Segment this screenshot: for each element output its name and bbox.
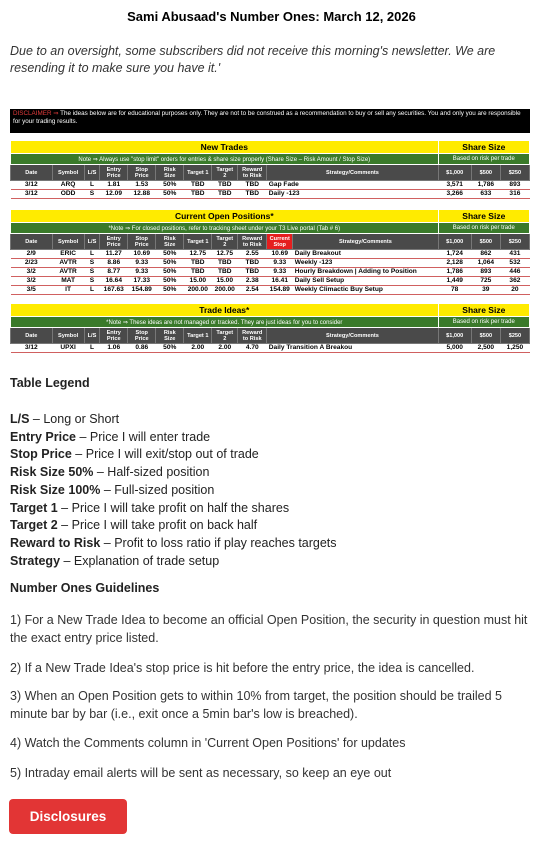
- cell: Weekly -123: [293, 259, 438, 268]
- cell: 154.89: [267, 286, 293, 295]
- cell: 2.54: [238, 286, 267, 295]
- trade-ideas-note: *Note ⇒ These ideas are not managed or tracked. They are just ideas for you to consider: [11, 317, 439, 328]
- col-header: Entry Price: [100, 328, 128, 344]
- guideline-item: 3) When an Open Position gets to within 10% from target, the position should be trailed 5 minute bar by bar (i.e., exit once a 5min bar's low is breached).: [10, 689, 502, 721]
- cell: L: [84, 181, 100, 190]
- col-header: Target 1: [184, 328, 212, 344]
- legend-desc: – Long or Short: [29, 412, 120, 426]
- table-row: [11, 181, 530, 190]
- cell: 2/23: [11, 259, 53, 268]
- cell: Daily Breakout: [293, 250, 438, 259]
- col-header: Stop Price: [128, 165, 156, 181]
- col-header: Symbol: [52, 234, 84, 250]
- cell: 78: [438, 286, 471, 295]
- cell: Weekly Climactic Buy Setup: [293, 286, 438, 295]
- share-size-header: Share Size: [438, 210, 529, 223]
- new-trades-note: Note ⇒ Always use "stop limit" orders for entries & share size properly (Share Size – Risk Amount / Stop Size): [11, 154, 439, 165]
- cell: 50%: [156, 181, 184, 190]
- cell: S: [84, 259, 100, 268]
- col-header: Date: [11, 234, 53, 250]
- table-row: [11, 259, 530, 268]
- cell: TBD: [212, 259, 238, 268]
- col-header: L/S: [84, 234, 100, 250]
- cell: S: [84, 190, 100, 199]
- share-size-header: Share Size: [438, 141, 529, 154]
- cell: S: [84, 277, 100, 286]
- cell: TBD: [238, 181, 267, 190]
- legend-desc: – Price I will enter trade: [76, 429, 211, 444]
- cell: 1,064: [471, 259, 500, 268]
- col-header: Symbol: [52, 328, 84, 344]
- col-header: Date: [11, 165, 53, 181]
- open-positions-header: Current Open Positions*: [11, 210, 439, 223]
- cell: 50%: [156, 250, 184, 259]
- cell: 2,128: [438, 259, 471, 268]
- cell: ERIC: [52, 250, 84, 259]
- new-trades-header: New Trades: [11, 141, 439, 154]
- cell: TBD: [184, 268, 212, 277]
- col-header: Stop Price: [128, 328, 156, 344]
- legend-desc: – Price I will take profit on half the shares: [57, 500, 290, 515]
- cell: 1,250: [500, 344, 529, 353]
- open-positions-table: [10, 209, 530, 295]
- cell: 17.33: [128, 277, 156, 286]
- legend-item: [10, 517, 337, 535]
- col-header: Strategy/Comments: [267, 328, 438, 344]
- newsletter-title: Sami Abusaad's Number Ones: March 12, 2026: [127, 9, 416, 24]
- col-header: Risk Size: [156, 234, 184, 250]
- col-header: $1,000: [438, 165, 471, 181]
- legend-desc: – Profit to loss ratio if play reaches targets: [100, 535, 337, 550]
- cell: 50%: [156, 277, 184, 286]
- disclosures-button[interactable]: Disclosures: [9, 799, 127, 834]
- cell: 3/2: [11, 268, 53, 277]
- legend-item: [10, 464, 337, 482]
- legend-desc: – Explanation of trade setup: [60, 553, 220, 568]
- cell: TBD: [184, 181, 212, 190]
- cell: 4.70: [238, 344, 267, 353]
- cell: 8.77: [100, 268, 128, 277]
- share-size-note: Based on risk per trade: [438, 223, 529, 234]
- cell: 15.00: [184, 277, 212, 286]
- cell: 50%: [156, 190, 184, 199]
- cell: 3/12: [11, 190, 53, 199]
- col-header: Strategy/Comments: [267, 165, 438, 181]
- cell: AVTR: [52, 268, 84, 277]
- col-header: $250: [500, 234, 529, 250]
- col-header: $1,000: [438, 328, 471, 344]
- cell: TBD: [184, 190, 212, 199]
- cell: TBD: [212, 190, 238, 199]
- legend-term: Risk Size 50%: [10, 465, 94, 480]
- cell: TBD: [238, 268, 267, 277]
- share-size-header: Share Size: [438, 304, 529, 317]
- cell: S: [84, 268, 100, 277]
- table-row: [11, 344, 530, 353]
- cell: 3,266: [438, 190, 471, 199]
- legend-item: [10, 482, 337, 500]
- col-header: Entry Price: [100, 165, 128, 181]
- col-header: Target 1: [184, 165, 212, 181]
- cell: 633: [471, 190, 500, 199]
- cell: 431: [500, 250, 529, 259]
- cell: 11.27: [100, 250, 128, 259]
- cell: Daily Sell Setup: [293, 277, 438, 286]
- cell: TBD: [184, 259, 212, 268]
- share-size-note: Based on risk per trade: [438, 154, 529, 165]
- guideline-item: 5) Intraday email alerts will be sent as necessary, so keep an eye out: [10, 766, 392, 780]
- cell: UPXI: [52, 344, 84, 353]
- cell: 1,724: [438, 250, 471, 259]
- col-header: Symbol: [52, 165, 84, 181]
- col-header: Date: [11, 328, 53, 344]
- cell: 50%: [156, 268, 184, 277]
- legend-item: [10, 411, 337, 429]
- col-header: Target 2: [212, 165, 238, 181]
- new-trades-table: [10, 140, 530, 199]
- cell: 2,500: [471, 344, 500, 353]
- cell: 1,449: [438, 277, 471, 286]
- legend-term: Entry Price: [10, 429, 77, 444]
- cell: TBD: [238, 190, 267, 199]
- cell: 3/2: [11, 277, 53, 286]
- trade-ideas-table: [10, 303, 530, 353]
- cell: 3,571: [438, 181, 471, 190]
- cell: L: [84, 250, 100, 259]
- guidelines-heading: Number Ones Guidelines: [10, 581, 160, 595]
- cell: 154.89: [128, 286, 156, 295]
- cell: Gap Fade: [267, 181, 438, 190]
- col-header: Reward to Risk: [238, 328, 267, 344]
- guideline-item: 1) For a New Trade Idea to become an official Open Position, the security in question must hit the exact entry price listed.: [10, 613, 528, 645]
- legend-item: [10, 535, 337, 553]
- col-header: $500: [471, 328, 500, 344]
- cell: 15.00: [212, 277, 238, 286]
- share-size-note: Based on risk per trade: [438, 317, 529, 328]
- cell: 9.33: [267, 268, 293, 277]
- cell: 1,786: [438, 268, 471, 277]
- cell: 2.00: [212, 344, 238, 353]
- cell: 893: [500, 181, 529, 190]
- cell: ARQ: [52, 181, 84, 190]
- cell: 12.75: [184, 250, 212, 259]
- legend-item: [10, 500, 337, 518]
- cell: 2/9: [11, 250, 53, 259]
- cell: 862: [471, 250, 500, 259]
- table-row: [11, 190, 530, 199]
- col-header: $250: [500, 328, 529, 344]
- cell: ODD: [52, 190, 84, 199]
- cell: 893: [471, 268, 500, 277]
- legend-heading: Table Legend: [10, 376, 90, 390]
- disclaimer-label: DISCLAIMER ⇒: [13, 110, 59, 117]
- cell: 316: [500, 190, 529, 199]
- cell: 9.33: [128, 268, 156, 277]
- col-header: Risk Size: [156, 328, 184, 344]
- disclaimer-banner: [10, 109, 530, 133]
- cell: 16.64: [100, 277, 128, 286]
- cell: 16.41: [267, 277, 293, 286]
- cell: 3/12: [11, 344, 53, 353]
- col-header: Stop Price: [128, 234, 156, 250]
- cell: 200.00: [184, 286, 212, 295]
- cell: TBD: [212, 181, 238, 190]
- cell: 200.00: [212, 286, 238, 295]
- cell: 50%: [156, 344, 184, 353]
- cell: 1.81: [100, 181, 128, 190]
- cell: IT: [52, 286, 84, 295]
- col-header: $1,000: [438, 234, 471, 250]
- legend-item: [10, 429, 337, 447]
- cell: L: [84, 344, 100, 353]
- cell: 1.53: [128, 181, 156, 190]
- col-header: Target 1: [184, 234, 212, 250]
- guideline-item: 2) If a New Trade Idea's stop price is hit before the entry price, the idea is cancelled.: [10, 661, 475, 675]
- cell: 446: [500, 268, 529, 277]
- legend-term: Target 2: [10, 518, 58, 533]
- cell: 5,000: [438, 344, 471, 353]
- col-header: $500: [471, 165, 500, 181]
- table-legend: [10, 411, 337, 570]
- legend-desc: – Full-sized position: [100, 482, 215, 497]
- col-header: Reward to Risk: [238, 165, 267, 181]
- cell: 10.69: [128, 250, 156, 259]
- cell: MAT: [52, 277, 84, 286]
- legend-term: Reward to Risk: [10, 535, 101, 550]
- col-header: L/S: [84, 328, 100, 344]
- table-row: [11, 286, 530, 295]
- col-header: $500: [471, 234, 500, 250]
- cell: 167.63: [100, 286, 128, 295]
- col-header: Target 2: [212, 234, 238, 250]
- col-header: Entry Price: [100, 234, 128, 250]
- table-row: [11, 250, 530, 259]
- legend-term: Target 1: [10, 500, 58, 515]
- col-header: Strategy/Comments: [293, 234, 438, 250]
- cell: 2.00: [184, 344, 212, 353]
- col-header: L/S: [84, 165, 100, 181]
- cell: 20: [500, 286, 529, 295]
- legend-desc: – Price I will take profit on back half: [57, 518, 258, 533]
- cell: 725: [471, 277, 500, 286]
- cell: Hourly Breakdown | Adding to Position: [293, 268, 438, 277]
- legend-term: Risk Size 100%: [10, 482, 101, 497]
- col-header-current-stop: Current Stop: [267, 234, 293, 250]
- cell: L: [84, 286, 100, 295]
- cell: 39: [471, 286, 500, 295]
- cell: 3/5: [11, 286, 53, 295]
- legend-desc: – Half-sized position: [93, 465, 210, 480]
- col-header: Reward to Risk: [238, 234, 267, 250]
- cell: 1,786: [471, 181, 500, 190]
- table-row: [11, 277, 530, 286]
- cell: 9.33: [128, 259, 156, 268]
- cell: 12.09: [100, 190, 128, 199]
- cell: TBD: [212, 268, 238, 277]
- cell: 2.55: [238, 250, 267, 259]
- legend-term: Strategy: [10, 553, 61, 568]
- cell: Daily Transition A Breakou: [267, 344, 438, 353]
- cell: 50%: [156, 259, 184, 268]
- legend-item: [10, 553, 337, 571]
- cell: 50%: [156, 286, 184, 295]
- trade-ideas-header: Trade Ideas*: [11, 304, 439, 317]
- col-header: $250: [500, 165, 529, 181]
- cell: 3/12: [11, 181, 53, 190]
- cell: 0.86: [128, 344, 156, 353]
- cell: 9.33: [267, 259, 293, 268]
- cell: Daily -123: [267, 190, 438, 199]
- table-row: [11, 268, 530, 277]
- legend-item: [10, 446, 337, 464]
- disclaimer-text: The ideas below are for educational purposes only. They are not to be construed as a recommendation to buy or sell any securities. You and only you are responsible for your trading results.: [13, 110, 521, 125]
- legend-term: L/S: [10, 412, 30, 426]
- legend-desc: – Price I will exit/stop out of trade: [71, 447, 259, 462]
- cell: 12.88: [128, 190, 156, 199]
- cell: 2.38: [238, 277, 267, 286]
- legend-term: Stop Price: [10, 447, 72, 462]
- cell: 362: [500, 277, 529, 286]
- cell: 10.69: [267, 250, 293, 259]
- cell: 532: [500, 259, 529, 268]
- cell: 1.06: [100, 344, 128, 353]
- cell: TBD: [238, 259, 267, 268]
- open-positions-note: *Note ⇒ For closed positions, refer to tracking sheet under your T3 Live portal (Tab # 6): [11, 223, 439, 234]
- cell: AVTR: [52, 259, 84, 268]
- cell: 12.75: [212, 250, 238, 259]
- guideline-item: 4) Watch the Comments column in 'Current Open Positions' for updates: [10, 736, 406, 750]
- intro-paragraph: Due to an oversight, some subscribers did not receive this morning's newsletter. We are resending it to make sure you have it.': [10, 44, 496, 75]
- col-header: Risk Size: [156, 165, 184, 181]
- cell: 8.86: [100, 259, 128, 268]
- col-header: Target 2: [212, 328, 238, 344]
